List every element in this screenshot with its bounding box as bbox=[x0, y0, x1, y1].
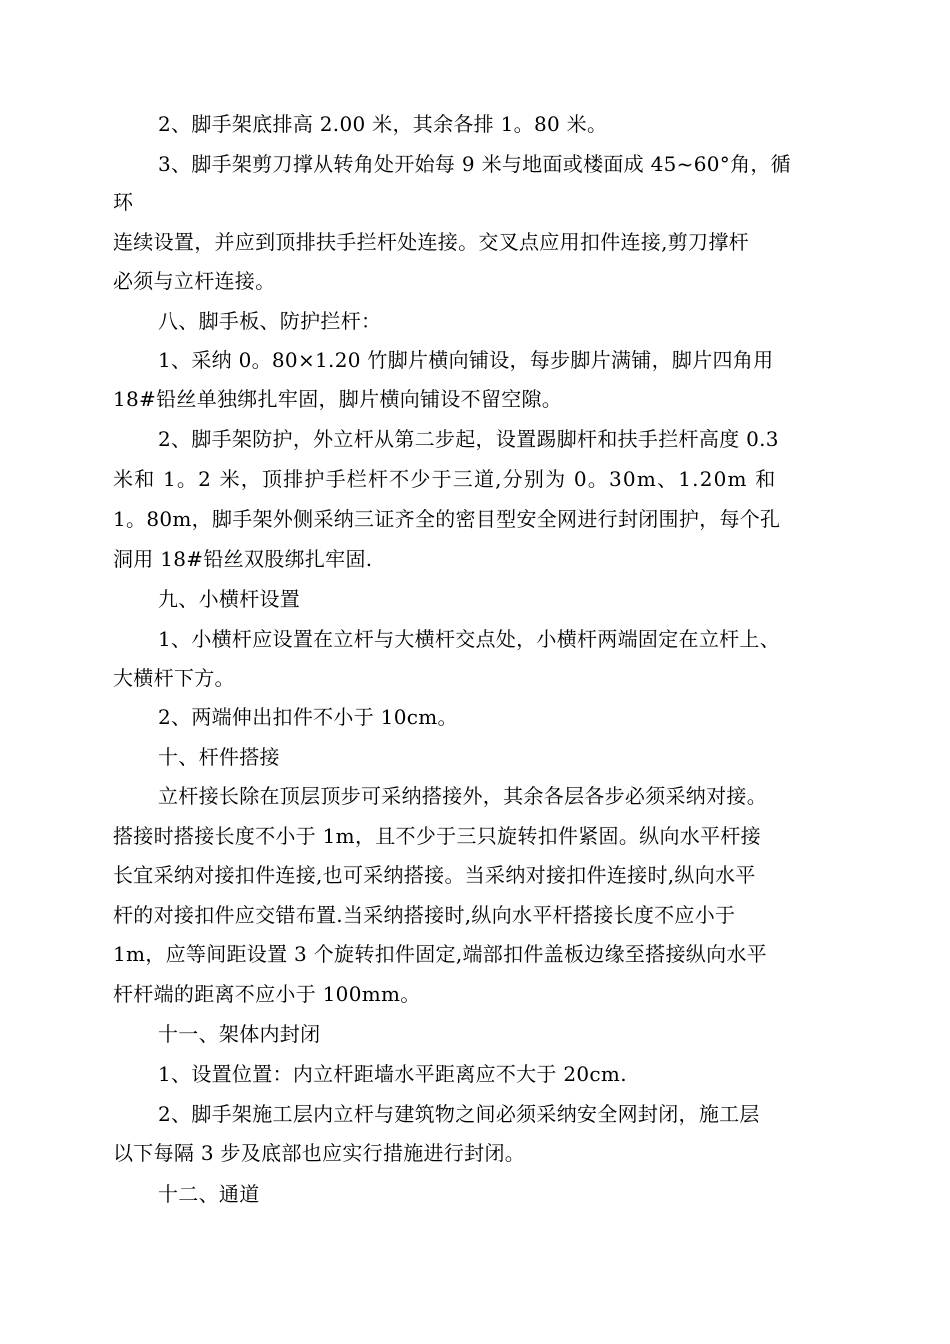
paragraph-line: 洞用 18#铅丝双股绑扎牢固. bbox=[113, 547, 373, 571]
paragraph-line: 环 bbox=[113, 190, 134, 214]
paragraph-line: 1、小横杆应设置在立杆与大横杆交点处，小横杆两端固定在立杆上、 bbox=[158, 627, 781, 651]
paragraph-line: 搭接时搭接长度不小于 1m，且不少于三只旋转扣件紧固。纵向水平杆接 bbox=[113, 824, 761, 848]
paragraph-line: 长宜采纳对接扣件连接,也可采纳搭接。当采纳对接扣件连接时,纵向水平 bbox=[113, 863, 756, 887]
paragraph-line: 杆的对接扣件应交错布置.当采纳搭接时,纵向水平杆搭接长度不应小于 bbox=[113, 903, 736, 927]
paragraph-line: 2、脚手架底排高 2.00 米，其余各排 1。80 米。 bbox=[158, 112, 608, 136]
paragraph-line: 1、设置位置：内立杆距墙水平距离应不大于 20cm. bbox=[158, 1062, 627, 1086]
paragraph-line: 2、脚手架施工层内立杆与建筑物之间必须采纳安全网封闭，施工层 bbox=[158, 1102, 760, 1126]
paragraph-line: 连续设置，并应到顶排扶手拦杆处连接。交叉点应用扣件连接,剪刀撑杆 bbox=[113, 230, 749, 254]
section-heading: 八、脚手板、防护拦杆： bbox=[158, 309, 382, 333]
paragraph-line: 1m，应等间距设置 3 个旋转扣件固定,端部扣件盖板边缘至搭接纵向水平 bbox=[113, 942, 767, 966]
paragraph-line: 1。80m，脚手架外侧采纳三证齐全的密目型安全网进行封闭围护，每个孔 bbox=[113, 507, 781, 531]
section-heading: 十一、架体内封闭 bbox=[158, 1022, 321, 1046]
section-heading: 九、小横杆设置 bbox=[158, 587, 301, 611]
paragraph-line: 18#铅丝单独绑扎牢固，脚片横向铺设不留空隙。 bbox=[113, 387, 563, 411]
paragraph-line: 立杆接长除在顶层顶步可采纳搭接外，其余各层各步必须采纳对接。 bbox=[158, 784, 767, 808]
paragraph-line: 3、脚手架剪刀撑从转角处开始每 9 米与地面或楼面成 45~60°角，循 bbox=[158, 152, 791, 176]
paragraph-line: 必须与立杆连接。 bbox=[113, 269, 276, 293]
section-heading: 十二、通道 bbox=[158, 1182, 260, 1206]
paragraph-line: 1、采纳 0。80×1.20 竹脚片横向铺设，每步脚片满铺，脚片四角用 bbox=[158, 348, 774, 372]
paragraph-line: 2、脚手架防护，外立杆从第二步起，设置踢脚杆和扶手拦杆高度 0.3 bbox=[158, 427, 779, 451]
paragraph-line: 大横杆下方。 bbox=[113, 666, 235, 690]
section-heading: 十、杆件搭接 bbox=[158, 745, 280, 769]
paragraph-line: 米和 1。2 米，顶排护手栏杆不少于三道,分别为 0。30m、1.20m 和 bbox=[113, 467, 777, 491]
paragraph-line: 杆杆端的距离不应小于 100mm。 bbox=[113, 982, 421, 1006]
paragraph-line: 2、两端伸出扣件不小于 10cm。 bbox=[158, 705, 458, 729]
paragraph-line: 以下每隔 3 步及底部也应实行措施进行封闭。 bbox=[113, 1141, 526, 1165]
